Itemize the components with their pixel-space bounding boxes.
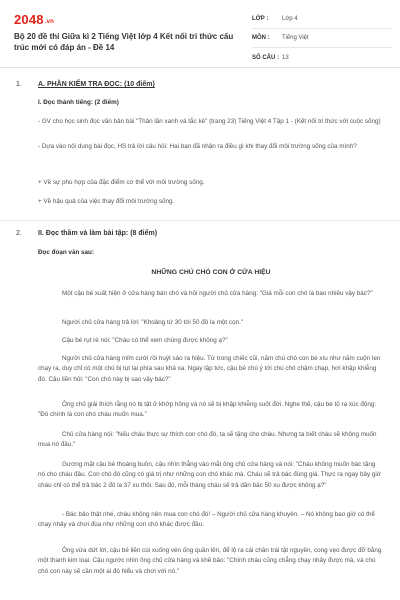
section-title: II. Đọc thầm và làm bài tập: (8 điểm) <box>38 230 158 237</box>
section-line: + Về hậu quả của việc thay đổi môi trường sống. <box>38 198 175 205</box>
story-paragraph: Người chủ cửa hàng mỉm cười rồi huýt sáo ra hiệu. Từ trong chiếc cũi, năm chú chó con bé xíu như năm cuộn len chạy ra, duy chỉ có một chú bị tụt lại phía sau khá xa. Ngay lập tức, cậu bé chú ý tới chú chó chậm chạp, hơi khập khiễng đó. Cậu liền hỏi: "Con chó này bị sao vậy bác?" <box>38 355 381 383</box>
story-paragraph: - Bác bảo thật nhé, cháu không nên mua con chó đó! – Người chủ cửa hàng khuyên. – Nó không bao giờ có thể chạy nhảy và chơi đùa như những con chó khác được đâu. <box>38 511 375 529</box>
story-paragraph: Gương mặt cậu bé thoáng buồn, cậu nhìn thẳng vào mắt ông chủ cửa hàng và nói: "Cháu không muốn bác tặng nó cho cháu đâu. Con chó đó cũng có giá trị như những con chó khác mà. Cháu sẽ trả bác đúng giá. Thực ra ngay bây giờ cháu chỉ có thể trả bác 2 đô la 37 xu thôi. Sau đó, mỗi tháng cháu sẽ trả dần bác 50 xu được không ạ?" <box>38 461 381 489</box>
meta-key: LỚP : <box>252 16 269 22</box>
story-paragraph: Cậu bé rụt rè nói: "Cháu có thể xem chúng được không ạ?" <box>62 337 228 344</box>
story-paragraph: Một cậu bé xuất hiện ở cửa hàng bán chó và hỏi người chủ cửa hàng: "Giá mỗi con chó là bao nhiêu vậy bác?" <box>62 290 373 297</box>
meta-value: Lớp 4 <box>282 16 298 22</box>
section-title: A. PHẦN KIỂM TRA ĐỌC: (10 điểm) <box>38 81 155 88</box>
section-line: - GV cho học sinh đọc văn bản bài "Thân lăn xanh và tắc kè" (trang 23) Tiếng Việt 4 Tập 1 - (Kết nối tri thức với cuộc sống) <box>38 118 381 125</box>
meta-row-subject <box>252 29 392 48</box>
section-line: + Về sự phù hợp của đặc điểm cơ thể với môi trường sống. <box>38 179 205 186</box>
section-number: 2. <box>16 230 22 237</box>
section-subtitle: I. Đọc thành tiếng: (2 điểm) <box>38 99 119 106</box>
section-divider <box>0 220 400 221</box>
document-meta <box>252 10 392 67</box>
meta-key: MÔN : <box>252 35 270 41</box>
meta-value: Tiếng Việt <box>282 35 309 41</box>
logo-suffix: .vn <box>44 19 55 25</box>
story-paragraph: Ông vừa dứt lời, cậu bé liền cúi xuống vén ống quần lên, để lộ ra cái chân trái tật nguyền, cong vẹo được đỡ bằng một thanh kim loại. Cậu ngước nhìn ông chủ cửa hàng và khẽ bảo: "Chính cháu cũng chẳng chạy nhảy được mà, và chú chó con này sẽ cần một ai đó hiểu và chơi với nó." <box>38 547 382 575</box>
document-title: Bộ 20 đề thi Giữa kì 2 Tiếng Việt lớp 4 Kết nối tri thức cấu trúc mới có đáp án - Đề 14 <box>14 32 234 52</box>
logo-main: 2048 <box>14 12 44 27</box>
meta-row-question-count <box>252 48 392 67</box>
section-line: - Dựa vào nội dung bài đọc, HS trả lời câu hỏi: Hai bạn đã nhận ra điều gì khi thay đổi môi trường sống của mình? <box>38 143 357 150</box>
meta-row-grade <box>252 10 392 29</box>
story-paragraph: Ông chủ giải thích rằng nó bị tật ở khớp hông và nó sẽ bị khập khiễng suốt đời. Nghe thế, cậu bé tỏ ra xúc động: "Đó chính là con chó cháu muốn mua." <box>38 401 377 419</box>
story-title: NHỮNG CHÚ CHÓ CON Ở CỬA HIỆU <box>151 269 271 276</box>
story-paragraph: Chủ cửa hàng nói: "Nếu cháu thực sự thích con chó đó, ta sẽ tặng cho cháu. Nhưng ta biết cháu sẽ không muốn mua nó đâu." <box>38 431 377 449</box>
document-header <box>0 0 400 68</box>
section-number: 1. <box>16 81 22 88</box>
meta-key: SỐ CÂU : <box>252 54 279 61</box>
story-paragraph: Người chủ cửa hàng trả lời: "Khoảng từ 30 tới 50 đô la một con." <box>62 319 244 326</box>
meta-value: 13 <box>282 54 289 61</box>
site-logo[interactable] <box>14 12 54 27</box>
reading-intro: Đọc đoạn văn sau: <box>38 249 94 256</box>
